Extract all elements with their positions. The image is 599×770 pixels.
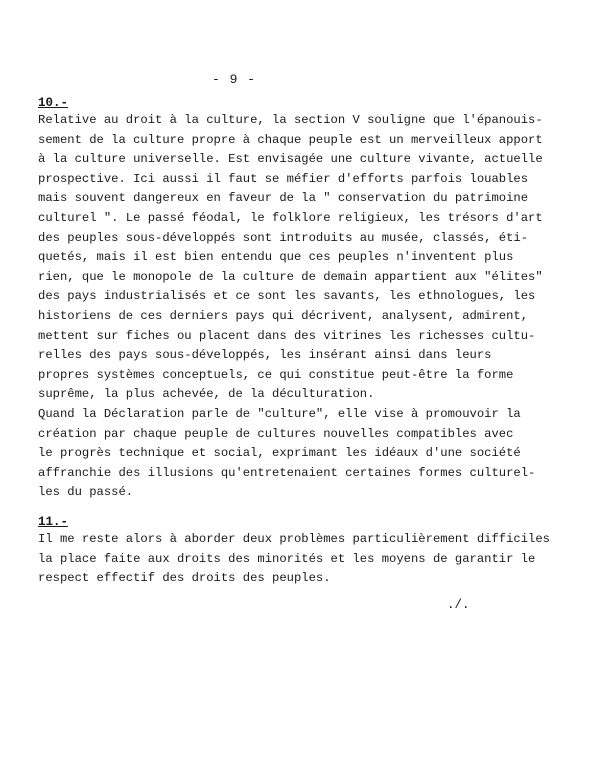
- text-line: le progrès technique et social, exprimant les idéaux d'une société: [38, 446, 521, 461]
- text-line: prospective. Ici aussi il faut se méfier d'efforts parfois louables: [38, 171, 529, 186]
- text-line: suprême, la plus achevée, de la déculturation.: [38, 387, 375, 402]
- continuation-mark: ./.: [447, 598, 470, 612]
- text-line: création par chaque peuple de cultures nouvelles compatibles avec: [38, 426, 514, 441]
- text-line: relles des pays sous-développés, les insérant ainsi dans leurs: [38, 348, 492, 363]
- text-line: respect effectif des droits des peuples.: [38, 571, 331, 586]
- section-10-body: [38, 111, 543, 503]
- text-line: la place faite aux droits des minorités et les moyens de garantir le: [38, 551, 536, 566]
- text-line: Quand la Déclaration parle de "culture", elle vise à promouvoir la: [38, 406, 521, 421]
- text-line: propres systèmes conceptuels, ce qui constitue peut-être la forme: [38, 367, 514, 382]
- text-line: les du passé.: [38, 485, 134, 500]
- section-11-body: [38, 530, 550, 589]
- text-line: Il me reste alors à aborder deux problèmes particulièrement difficiles: [38, 532, 550, 546]
- section-11-heading: 11.-: [38, 515, 69, 529]
- text-line: quetés, mais il est bien entendu que ces peuples n'inventent plus: [38, 250, 514, 265]
- text-line: historiens de ces derniers pays qui décrivent, analysent, admirent,: [38, 308, 529, 323]
- text-line: mais souvent dangereux en faveur de la " conservation du patrimoine: [38, 191, 529, 206]
- text-line: affranchie des illusions qu'entretenaient certaines formes culturel-: [38, 465, 536, 480]
- text-line: Relative au droit à la culture, la section V souligne que l'épanouis-: [38, 113, 543, 127]
- section-10-heading: 10.-: [38, 96, 69, 110]
- text-line: des peuples sous-développés sont introduits au musée, classés, éti-: [38, 230, 529, 245]
- text-line: des pays industrialisés et ce sont les savants, les ethnologues, les: [38, 289, 536, 304]
- text-line: culturel ". Le passé féodal, le folklore religieux, les trésors d'art: [38, 210, 543, 225]
- text-line: sement de la culture propre à chaque peuple est un merveilleux apport: [38, 132, 543, 147]
- text-line: mettent sur fiches ou placent dans des vitrines les richesses cultu-: [38, 328, 536, 343]
- page-number: - 9 -: [212, 72, 257, 87]
- text-line: rien, que le monopole de la culture de demain appartient aux "élites": [38, 269, 543, 284]
- text-line: à la culture universelle. Est envisagée une culture vivante, actuelle: [38, 152, 543, 167]
